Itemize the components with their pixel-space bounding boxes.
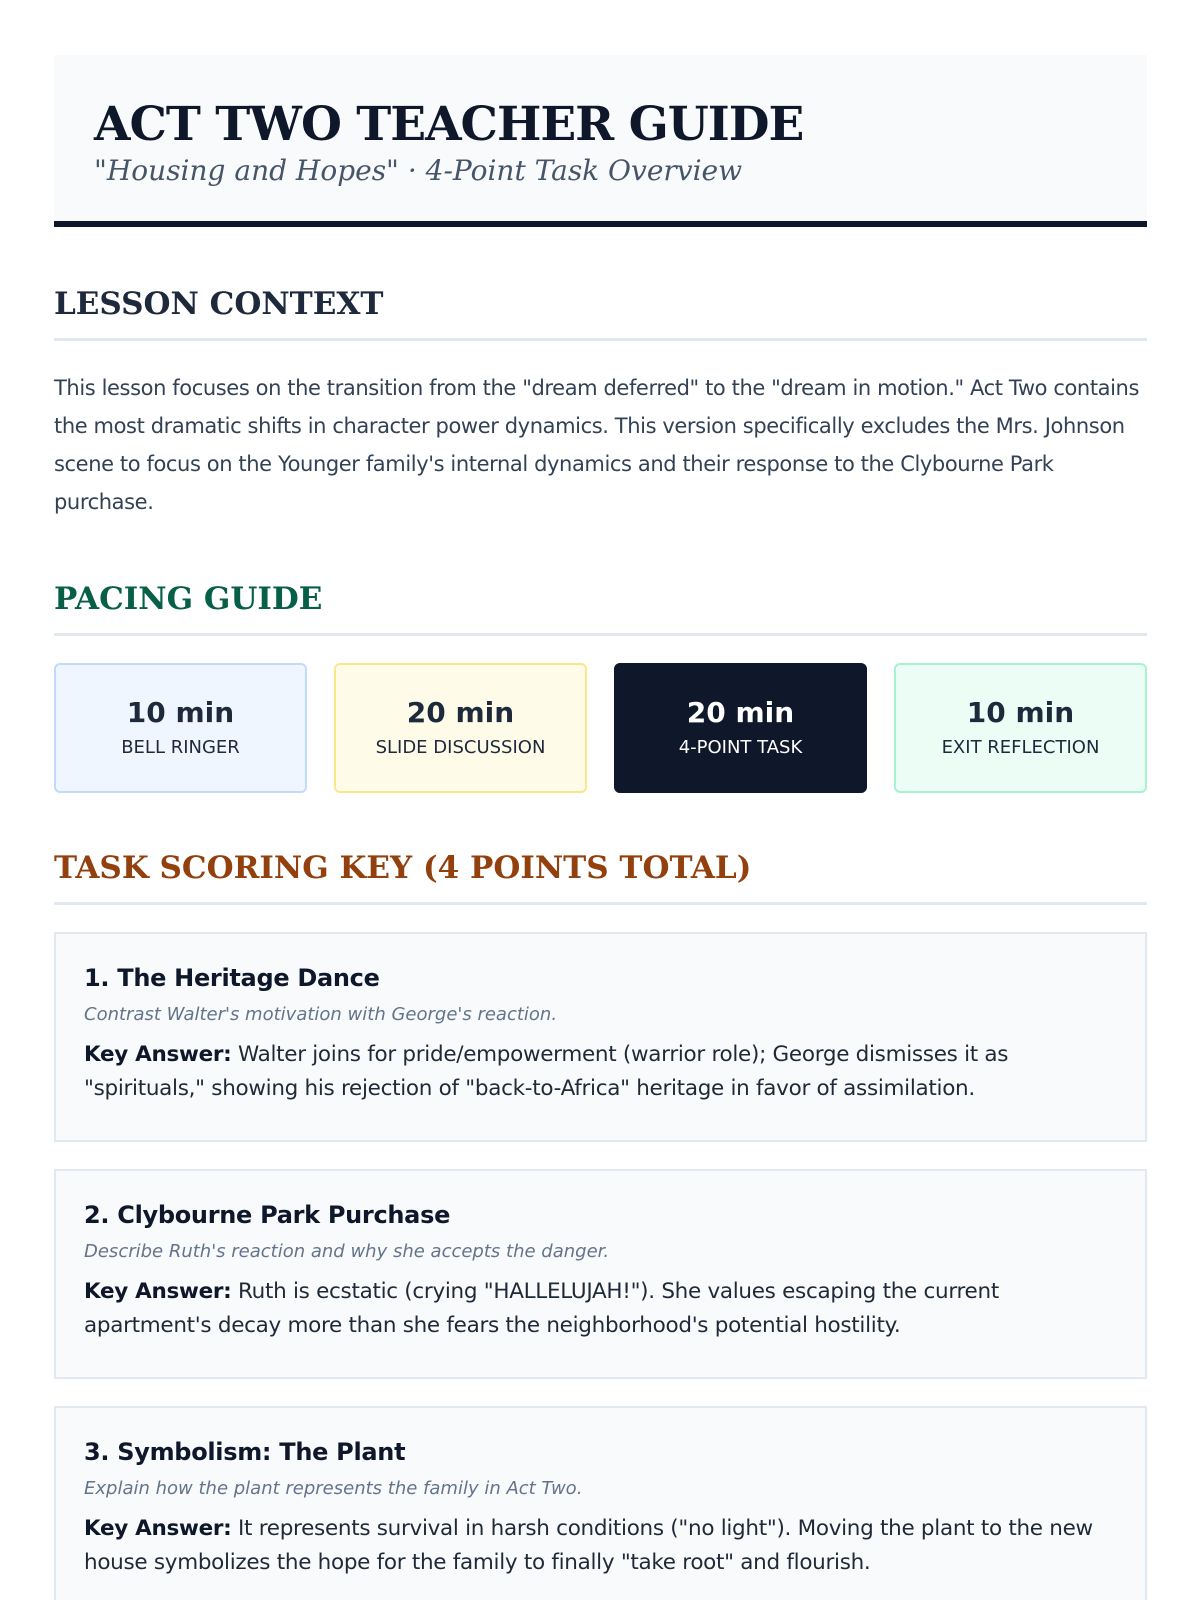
pacing-time: 20 min xyxy=(686,696,795,729)
pacing-time: 20 min xyxy=(406,696,515,729)
teacher-guide-page xyxy=(54,55,1147,1600)
task-answer xyxy=(84,1512,1117,1580)
pacing-guide-heading: PACING GUIDE xyxy=(54,579,1147,636)
task-list xyxy=(54,932,1147,1600)
page-title: ACT TWO TEACHER GUIDE xyxy=(94,97,804,152)
task-prompt: Describe Ruth's reaction and why she accepts the danger. xyxy=(84,1241,610,1262)
key-answer-label: Key Answer: xyxy=(84,1279,232,1304)
guide-header xyxy=(54,55,1147,227)
pacing-card-4-point-task xyxy=(614,663,867,793)
task-title: 2. Clybourne Park Purchase xyxy=(84,1201,451,1229)
pacing-label: BELL RINGER xyxy=(121,737,240,758)
page-subtitle: "Housing and Hopes" · 4-Point Task Overview xyxy=(94,154,743,187)
pacing-card-slide-discussion xyxy=(334,663,587,793)
task-card-heritage-dance xyxy=(54,932,1147,1142)
key-answer-label: Key Answer: xyxy=(84,1516,232,1541)
task-card-clybourne-park xyxy=(54,1169,1147,1379)
key-answer-text: Walter joins for pride/empowerment (warrior role); George dismisses it as "spirituals," showing his rejection of "back-to-Africa" heritage in favor of assimilation. xyxy=(84,1042,1009,1101)
task-answer xyxy=(84,1275,1117,1343)
task-answer xyxy=(84,1038,1117,1106)
pacing-card-bell-ringer xyxy=(54,663,307,793)
pacing-cards xyxy=(54,663,1147,793)
scoring-key-heading: TASK SCORING KEY (4 POINTS TOTAL) xyxy=(54,848,1147,905)
task-title: 3. Symbolism: The Plant xyxy=(84,1438,406,1466)
task-card-symbolism-plant xyxy=(54,1406,1147,1600)
key-answer-text: It represents survival in harsh conditions ("no light"). Moving the plant to the new house symbolizes the hope for the family to finally "take root" and flourish. xyxy=(84,1516,1093,1575)
task-title: 1. The Heritage Dance xyxy=(84,964,380,992)
lesson-context-text: This lesson focuses on the transition from the "dream deferred" to the "dream in motion." Act Two contains the most dramatic shifts in character power dynamics. This version specifically excludes the Mrs. Johnson scene to focus on the Younger family's internal dynamics and their response to the Clybourne Park purchase. xyxy=(54,376,1140,514)
lesson-context-heading: LESSON CONTEXT xyxy=(54,284,1147,341)
task-prompt: Contrast Walter's motivation with George's reaction. xyxy=(84,1004,558,1025)
pacing-label: 4-POINT TASK xyxy=(678,737,803,758)
pacing-time: 10 min xyxy=(966,696,1075,729)
pacing-label: EXIT REFLECTION xyxy=(941,737,1100,758)
key-answer-label: Key Answer: xyxy=(84,1042,232,1067)
task-prompt: Explain how the plant represents the family in Act Two. xyxy=(84,1478,583,1499)
key-answer-text: Ruth is ecstatic (crying "HALLELUJAH!"). She values escaping the current apartment's decay more than she fears the neighborhood's potential hostility. xyxy=(84,1279,999,1338)
pacing-label: SLIDE DISCUSSION xyxy=(375,737,546,758)
pacing-card-exit-reflection xyxy=(894,663,1147,793)
pacing-time: 10 min xyxy=(126,696,235,729)
